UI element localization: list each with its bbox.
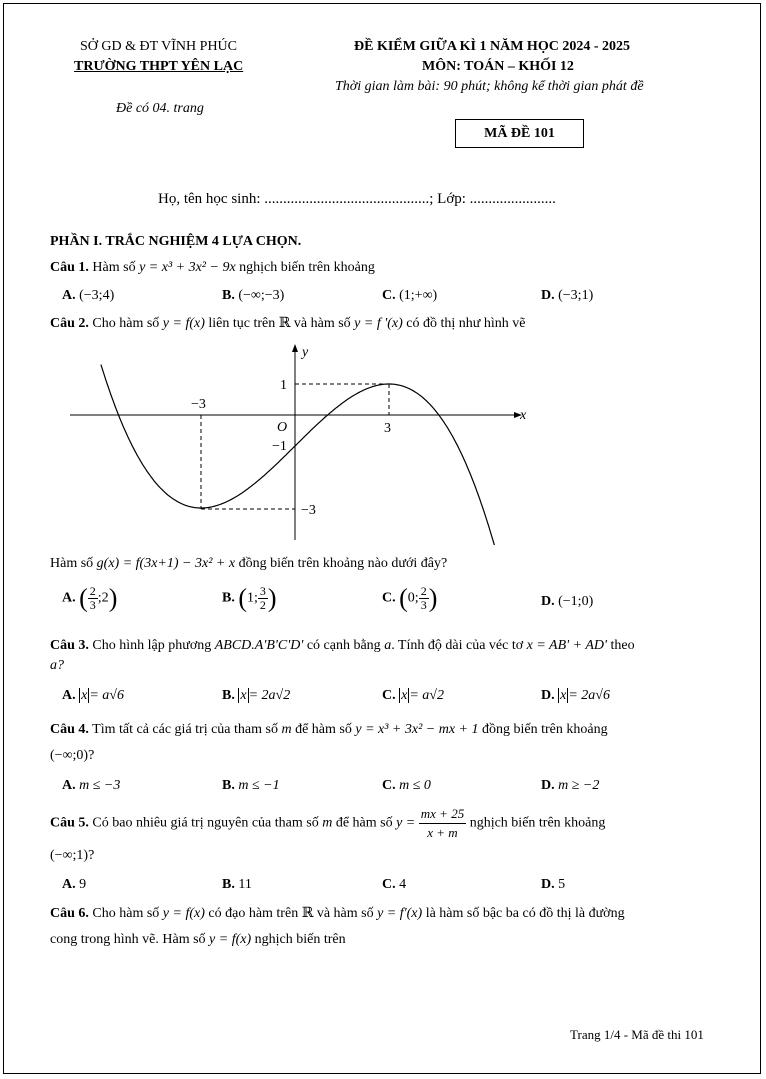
question-3-tail: a? bbox=[50, 658, 64, 673]
q5-option-b[interactable]: B. 11 bbox=[222, 877, 252, 892]
page-footer: Trang 1/4 - Mã đề thi 101 bbox=[570, 1027, 704, 1042]
exam-title: ĐỀ KIỂM GIỮA KÌ 1 NĂM HỌC 2024 - 2025 bbox=[354, 39, 630, 54]
q3-option-a[interactable]: A. x = a√6 bbox=[62, 688, 124, 703]
tick-label-y-minus3: −3 bbox=[301, 503, 316, 518]
math-expression: y = x³ + 3x² − 9x bbox=[139, 260, 236, 275]
question-3: Câu 3. Cho hình lập phương ABCD.A'B'C'D' có cạnh bằng a. Tính độ dài của véc tơ x = AB' + AD' theo bbox=[50, 638, 635, 653]
x-axis-label: x bbox=[520, 408, 527, 423]
exam-code-box: MÃ ĐỀ 101 bbox=[455, 119, 584, 148]
question-2: Câu 2. Cho hàm số y = f(x) liên tục trên ℝ và hàm số y = f '(x) có đồ thị như hình vẽ bbox=[50, 316, 526, 331]
question-6-line2: cong trong hình vẽ. Hàm số y = f(x) nghịch biến trên bbox=[50, 932, 346, 947]
q3-option-c[interactable]: C. x = a√2 bbox=[382, 688, 444, 703]
question-1 bbox=[50, 260, 375, 276]
question-2-g: Hàm số g(x) = f(3x+1) − 3x² + x đồng biến trên khoảng nào dưới đây? bbox=[50, 556, 448, 571]
q5-option-c[interactable]: C. 4 bbox=[382, 877, 407, 892]
q2-option-a[interactable]: A. ( $\frac{2}{3}$ ;2) bbox=[62, 583, 118, 613]
origin-label: O bbox=[277, 420, 288, 435]
question-label: Câu 1. bbox=[50, 260, 89, 275]
question-4: Câu 4. Tìm tất cả các giá trị của tham số m để hàm số y = x³ + 3x² − mx + 1 đồng biến trên khoảng bbox=[50, 722, 608, 737]
derivative-graph bbox=[70, 340, 530, 545]
y-axis-arrow bbox=[292, 344, 298, 352]
q1-option-a[interactable]: A. (−3;4) bbox=[62, 288, 115, 303]
q3-option-b[interactable]: B. x = 2a√2 bbox=[222, 688, 291, 703]
tick-label-x-3: 3 bbox=[384, 421, 391, 436]
q4-option-d[interactable]: D. m ≥ −2 bbox=[541, 778, 600, 793]
q4-option-c[interactable]: C. m ≤ 0 bbox=[382, 778, 431, 793]
y-axis-label: y bbox=[302, 345, 309, 360]
q3-option-d[interactable]: D. x = 2a√6 bbox=[541, 688, 610, 703]
tick-label-y-minus1: −1 bbox=[272, 439, 287, 454]
question-6: Câu 6. Cho hàm số y = f(x) có đạo hàm trên ℝ và hàm số y = f'(x) là hàm số bậc ba có đồ thị là đường bbox=[50, 906, 625, 921]
q1-option-d[interactable]: D. (−3;1) bbox=[541, 288, 594, 303]
q2-option-d[interactable]: D. (−1;0) bbox=[541, 594, 594, 609]
q2-option-b[interactable]: B. (1; $\frac{3}{2}$ ) bbox=[222, 583, 277, 613]
q4-option-b[interactable]: B. m ≤ −1 bbox=[222, 778, 280, 793]
part-title: PHẦN I. TRẮC NGHIỆM 4 LỰA CHỌN. bbox=[50, 234, 302, 249]
question-4-tail: (−∞;0)? bbox=[50, 748, 95, 763]
q4-option-a[interactable]: A. m ≤ −3 bbox=[62, 778, 121, 793]
subject-title: MÔN: TOÁN – KHỐI 12 bbox=[422, 59, 574, 74]
q2-option-c[interactable]: C. (0; $\frac{2}{3}$ ) bbox=[382, 583, 438, 613]
exam-time: Thời gian làm bài: 90 phút; không kể thời gian phát đề bbox=[335, 79, 644, 94]
dept-name: SỞ GD & ĐT VĨNH PHÚC bbox=[80, 39, 238, 54]
question-text: Hàm số bbox=[92, 260, 136, 275]
q1-option-b[interactable]: B. (−∞;−3) bbox=[222, 288, 285, 303]
question-5: Câu 5. Có bao nhiêu giá trị nguyên của tham số m để hàm số y = $\frac{mx + 25}{x + m}$ nghịch biến trên khoảng bbox=[50, 806, 606, 840]
q1-option-c[interactable]: C. (1;+∞) bbox=[382, 288, 438, 303]
q5-option-d[interactable]: D. 5 bbox=[541, 877, 566, 892]
tick-label-x-minus3: −3 bbox=[191, 397, 206, 412]
question-5-tail: (−∞;1)? bbox=[50, 848, 95, 863]
school-name: TRƯỜNG THPT YÊN LẠC bbox=[74, 59, 244, 74]
page-count: Đề có 04. trang bbox=[116, 101, 204, 116]
student-info-line: Họ, tên học sinh: ............................................; Lớp: ....................... bbox=[158, 191, 556, 207]
q5-option-a[interactable]: A. 9 bbox=[62, 877, 87, 892]
tick-label-y-1: 1 bbox=[280, 378, 287, 393]
question-text: nghịch biến trên khoảng bbox=[239, 260, 375, 275]
